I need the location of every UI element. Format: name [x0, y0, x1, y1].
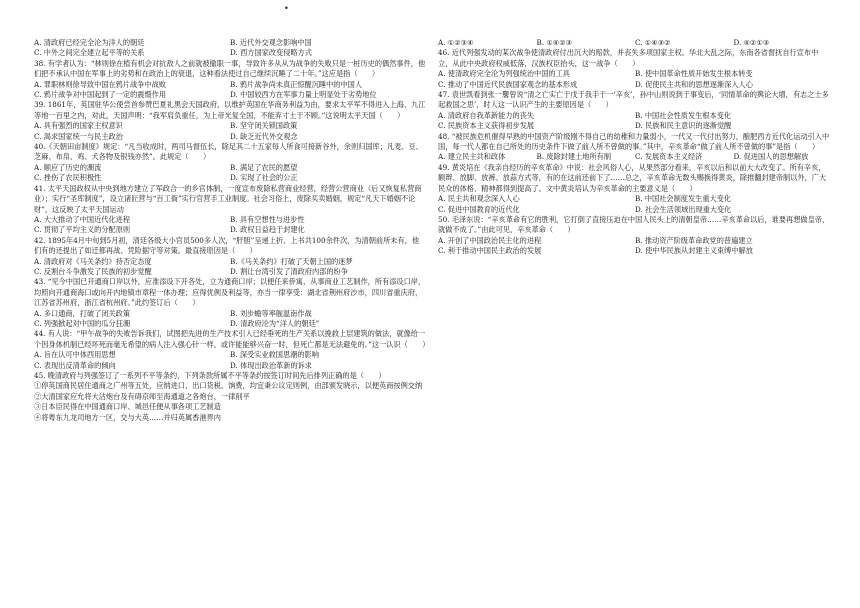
option: A. 开创了中国政治民主化的进程 — [438, 235, 542, 245]
option: D. 体现出政治革新的诉求 — [230, 360, 312, 370]
right-column — [438, 38, 832, 257]
option-row — [438, 205, 832, 215]
option: C. 发展资本主义经济 — [635, 152, 703, 162]
option: A. 民主共和观念深入人心 — [438, 194, 520, 204]
option: B. 深受实业救国思潮的影响 — [230, 350, 319, 360]
option: B. ①④②③ — [536, 38, 573, 47]
option: D. ④②①③ — [733, 38, 770, 47]
option: A. 大大推动了中国近代化进程 — [34, 214, 131, 224]
option: D. 中国较西方在军事力量上明显处于劣势地位 — [230, 90, 377, 100]
option: C. 中外之间完全建立起平等的关系 — [34, 48, 145, 58]
option-row — [34, 350, 426, 360]
option: D. 实现了社会的公正 — [230, 173, 298, 183]
option: B. 废除封建土地所有制 — [536, 152, 612, 162]
question-45-item: ③日本臣民得在中国通商口岸、城邑任便从事各项工艺制造 — [34, 402, 221, 412]
option: C. 反割台斗争激发了民族的初步觉醒 — [34, 266, 152, 276]
option: C. 鸦片战争对中国起到了一定的震慑作用 — [34, 90, 167, 100]
option-row — [438, 38, 832, 48]
option-row — [438, 236, 832, 246]
option-row — [34, 319, 426, 329]
option: D. 西方国家改变侵略方式 — [230, 48, 312, 58]
question-47-stem: 47. 袁世凯看到张一麐曾说“清之亡实亡于戊于我手于一‘辛亥’，孙中山则说到于事变后，‘同情革命的舆论大增，有志之士多起救国之思’，时人这一认识产生的主要原因是（ ） — [438, 90, 829, 110]
option: B. 近代外交观念影响中国 — [230, 38, 312, 47]
option: A. 建立民主共和政体 — [438, 152, 506, 162]
option: C. 促进中国教育的近代化 — [438, 204, 520, 214]
option: B. 鸦片战争尚未真正惊醒沉睡中的中国人 — [230, 79, 363, 89]
question-38-stem: 38. 有学者认为：“林则徐在植有机会对抗敌人之前就被撤职一事，导致许多从从为战争的失败只是一桩历史的偶然事件，他们把不承认中国在军事上的劣势和在政治上的衰退，这种看法使过自己继续沉睡了二十年。”这应是指（ ） — [34, 58, 426, 79]
question-45-item: ②大清国家应允将大沽炮台及有碍京师至海通道之各炮台，一律削平 — [34, 391, 250, 401]
option: C. 挫伤了农民积极性 — [34, 173, 102, 183]
question-40-stem: 40.《天朝田亩制度》规定：“凡当收成时，两司马督伍长，除足其二十五家每人所食可接新谷外，余则归国库；凡麦、豆、芝麻、布帛、鸡、犬各物及银钱亦然”。此规定（ ） — [34, 142, 423, 162]
option-row — [34, 121, 426, 131]
option-row — [34, 163, 426, 173]
option: A. 旨在认可中体西用思想 — [34, 350, 116, 360]
option: C. 推动了中国近代民族国家观念的基本形成 — [438, 79, 578, 89]
option-row — [34, 215, 426, 225]
option-row — [438, 246, 832, 256]
question-45-item: ①停英国商民居住通商之广州等五处，应纳进口、出口货税、饷费，均宜秉公议定则例，由部颁发晓示，以便英商按例交纳 — [34, 381, 423, 391]
question-49-stem: 49. 黄炎培在《我亲自经历的辛亥革命》中说：社会风俗人心，从果然部分看来，辛亥以后和以前大大改变了。所有辛亥，额辫、放脚、放裤、放蒜方式等，有的在这前还前下了……总之，辛亥革命无数头赐换得黄炎，除推翻封建帝制以外，广大民众的体格、精神都得到提高了。文中黄炎培认为辛亥革命的主要意义是（ ） — [438, 162, 827, 193]
option: A. 顺应了历史的潮流 — [34, 162, 102, 172]
option: C. 利于推动中国民主政治的发展 — [438, 246, 542, 256]
option: A. 清政府对《马关条约》持否定态度 — [34, 256, 152, 266]
option-row — [438, 194, 832, 204]
option: A. 清政府已经完全沦为洋人的朝廷 — [34, 38, 145, 47]
option-row — [34, 48, 426, 58]
option: A. ①②③④ — [438, 38, 474, 47]
question-50-stem: 50. 毛泽东说：“辛亥革命有它的胜利，它打倒了直接压迫在中国人民头上的清朝皇帝……辛亥革命以后，谁要再想做皇帝，就做不成了。”由此可见，辛亥革命（ ） — [438, 214, 830, 235]
question-48-stem: 48. “被民族危机催得早熟的中国资产阶级刚不得自己的幼稚和力量弱小，一代又一代付出努力，酿肥西方近代化运动引入中国，每一代人都在自己所处的历史条件下做了前人所不曾做的事。”其中，辛亥革命“做了前人所不曾做的事”是指（ ） — [438, 131, 830, 152]
option: B. 推动资产阶级革命政党的普遍建立 — [635, 235, 753, 245]
option: B. 中国社会制度发生重大变化 — [635, 194, 732, 204]
option-row — [438, 69, 832, 79]
option-row — [438, 121, 832, 131]
option: C. 渴求国家统一与民主政治 — [34, 131, 123, 141]
option: D. 使中华民族从封建主义束缚中解放 — [635, 246, 753, 256]
option-row — [438, 80, 832, 90]
option: A. 清政府自我革新能力的丧失 — [438, 110, 535, 120]
left-column — [34, 38, 430, 423]
option: C. 民族资本主义获得初步发展 — [438, 121, 535, 131]
option: A. 具有强烈的国家主权意识 — [34, 121, 123, 131]
option-row — [438, 111, 832, 121]
question-43-stem: 43. “见今中国已开通商口岸以外，应准添设下开各处，立为通商口岸；以便任来侨寓、从事商业工艺制作，所有添设口岸，均照向开通商海口或向开内地镇市章程一体办理；应得优例及利益等，亦当一律享受：湖北省荆州府沙市，四川省重庆府，江苏省苏州府，浙江省杭州府。”此约签订后（ ） — [34, 277, 426, 308]
option-row — [34, 309, 426, 319]
option: D. 政权日益趋于封建化 — [230, 225, 305, 235]
option: D. 社会生活领域出现重大变化 — [635, 204, 732, 214]
option: C. 列强掀起对中国的瓜分狂潮 — [34, 318, 131, 328]
option: D. 民族和民主意识的逐渐觉醒 — [635, 121, 732, 131]
option-row — [34, 173, 426, 183]
header-dot: • — [284, 4, 289, 13]
option: C. 贯彻了平均主义的分配原则 — [34, 225, 131, 235]
question-46-stem: 46. 近代列强发动的某次战争使清政府付出沉大的赔款，并丧失多项国家主权。华北大乱之际，东南各省督抚自行宣布中立，从此中央政府权威低落，汉族权臣抬头，这一战争（ ） — [438, 48, 819, 68]
option: D. 促使民主共和的思想逐渐深入人心 — [635, 79, 753, 89]
option: B.《马关条约》打破了天朝上国的迷梦 — [230, 256, 353, 266]
option: A. 罪职林则徐导致中国在鸦片战争中战败 — [34, 79, 166, 89]
option-row — [34, 225, 426, 235]
option: A. 多口通商，打破了闭关政策 — [34, 308, 131, 318]
question-45-stem: 45. 晚清政府与列强签订了一系列不平等条约，下列条款所属不平等条约按签订时间先后排列正确的是（ ） — [34, 371, 386, 380]
option: B. 中国社会性质发生根本变化 — [635, 110, 732, 120]
option: C. ①④③② — [635, 38, 671, 47]
option-row — [34, 38, 426, 48]
option-row — [34, 361, 426, 371]
option: C. 表现出反清革命的倾向 — [34, 360, 116, 370]
question-42-stem: 42. 1895年4月中旬到5月初，清廷各级大小官员500多人次，“肝胆”呈递上折、上书共100余件次，为清朝前所未有，他们有的还提出了如迁都再战、凭险据守等对策。最直接原因是（ ） — [34, 235, 420, 256]
question-45-item: ④将粤东九龙司地方一区，交与大英……并归英属香港界内 — [34, 412, 221, 422]
question-44-stem: 44. 有人说：“甲午战争的失败告诉我们，试图把先进的生产技术引入已经垂死的生产关系以挽救上层建筑的做法，就像给一个因身体机制已经坏死而毫无希望的病人注入强心针一样，或许能能够兴奋一时，但死亡都是无法避免的。”这一认识（ ） — [34, 329, 430, 349]
option: D. 促进国人的思想解放 — [733, 152, 809, 162]
question-39-stem: 39. 1861年，英国驻华公使尝首参赞巴夏礼黑会天国政府，以维护英国在华商务利益为由，要求太平军不得进入上海、九江等地一百里之内，对此，天国声明：“我军肩负重任，为上帝光复全国，不能弃寸土于不顾。”这说明太平天国（ ） — [34, 100, 426, 120]
option: D. 缺乏近代外交观念 — [230, 131, 298, 141]
option: D. 清政府沦为“洋人的朝廷” — [230, 318, 320, 328]
option: B. 具有空想性与进步性 — [230, 214, 305, 224]
option: B. 满足了农民的愿望 — [230, 162, 298, 172]
option-row — [34, 80, 426, 90]
option-row — [34, 257, 426, 267]
option: B. 坚守闭关锁国政策 — [230, 121, 298, 131]
option-row — [34, 90, 426, 100]
option: B. 刘步蟾等率舰温南作战 — [230, 308, 312, 318]
option-row — [34, 267, 426, 277]
option: A. 使清政府完全沦为列强统治中国的工具 — [438, 69, 570, 79]
option-row — [34, 132, 426, 142]
question-41-stem: 41. 太平天国政权从中央到地方建立了军政合一的乡官体制，一度宣布废除私营商业经营，经营公营商业（后又恢复私营商业）；实行“圣库制度”，设立诸匠营与“百工衙”实行官营手工业制度。社会习俗上，废除买卖婚姻，规定“凡天下婚姻不论财”，这反映了太平天国运动 — [34, 183, 422, 214]
option: B. 使中国革命性质开始发生根本转变 — [635, 69, 753, 79]
option: D. 割让台湾引发了清政府内部的纷争 — [230, 266, 348, 276]
option-row — [438, 152, 832, 162]
